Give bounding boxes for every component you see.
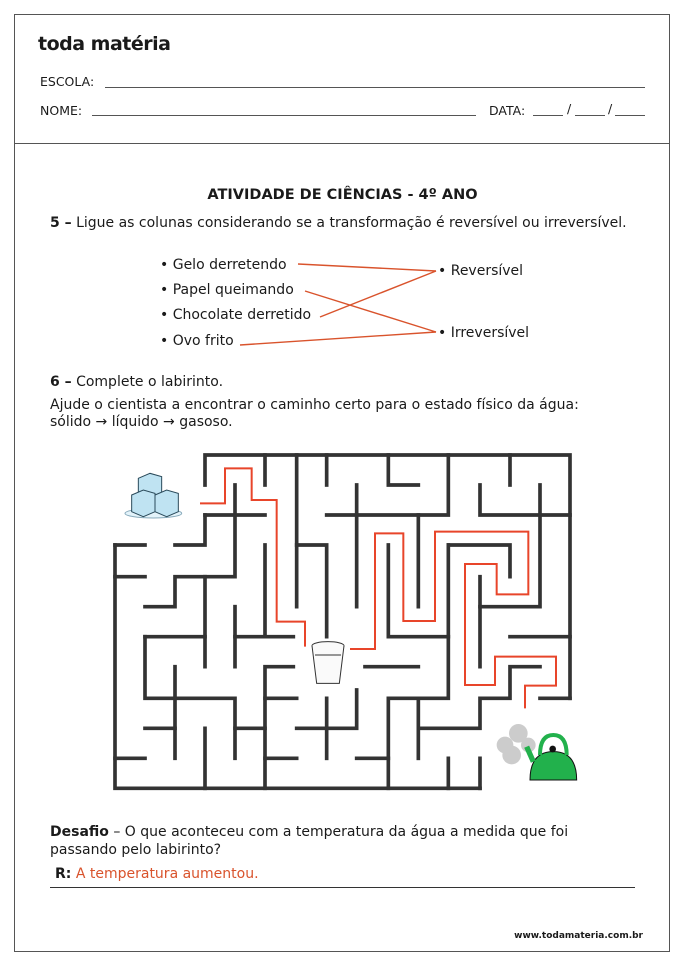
item-label: Irreversível	[450, 325, 530, 341]
answer-line	[50, 887, 635, 888]
q5-number: 5 –	[50, 215, 72, 231]
name-label: NOME:	[40, 103, 83, 118]
answer-label: R:	[55, 866, 72, 882]
match-line	[240, 332, 436, 345]
left-item[interactable]: • Chocolate derretido	[160, 307, 312, 323]
left-item[interactable]: • Papel queimando	[160, 282, 294, 298]
challenge-text: passando pelo labirinto?	[50, 842, 222, 858]
challenge-label: Desafio	[50, 824, 109, 840]
item-label: Gelo derretendo	[172, 257, 287, 273]
q5-text: Ligue as colunas considerando se a transformação é reversível ou irreversível.	[76, 215, 627, 231]
item-label: Ovo frito	[172, 333, 234, 349]
right-item[interactable]: • Reversível	[438, 263, 524, 279]
answer-row[interactable]	[55, 866, 259, 882]
q6-text: Complete o labirinto.	[76, 374, 224, 390]
right-item[interactable]: • Irreversível	[438, 325, 530, 341]
date-label: DATA:	[489, 103, 526, 118]
q6-instruction: Ajude o cientista a encontrar o caminho certo para o estado físico da água:	[50, 397, 579, 413]
matching-lines	[0, 0, 685, 400]
maze[interactable]	[100, 445, 590, 800]
question-6	[50, 374, 223, 390]
item-label: Papel queimando	[172, 282, 294, 298]
logo: toda matéria	[38, 33, 171, 55]
match-line	[298, 264, 436, 271]
glass-icon	[312, 642, 344, 684]
answer-text: A temperatura aumentou.	[75, 866, 259, 882]
ice-cubes-icon	[125, 473, 182, 518]
date-sep: /	[567, 101, 572, 116]
footer-url: www.todamateria.com.br	[514, 931, 643, 941]
left-item[interactable]: • Gelo derretendo	[160, 257, 287, 273]
school-label: ESCOLA:	[40, 74, 95, 89]
kettle-icon	[497, 724, 577, 780]
left-item[interactable]: • Ovo frito	[160, 333, 234, 349]
q6-instruction: sólido → líquido → gasoso.	[50, 414, 233, 430]
challenge-question	[50, 824, 568, 840]
page-title: ATIVIDADE DE CIÊNCIAS - 4º ANO	[207, 187, 478, 203]
item-label: Chocolate derretido	[172, 307, 312, 323]
challenge-text: – O que aconteceu com a temperatura da água a medida que foi	[113, 824, 569, 840]
match-line	[320, 271, 436, 317]
item-label: Reversível	[450, 263, 524, 279]
maze-solution-path	[200, 468, 556, 708]
date-sep: /	[608, 101, 613, 116]
q6-number: 6 –	[50, 374, 72, 390]
